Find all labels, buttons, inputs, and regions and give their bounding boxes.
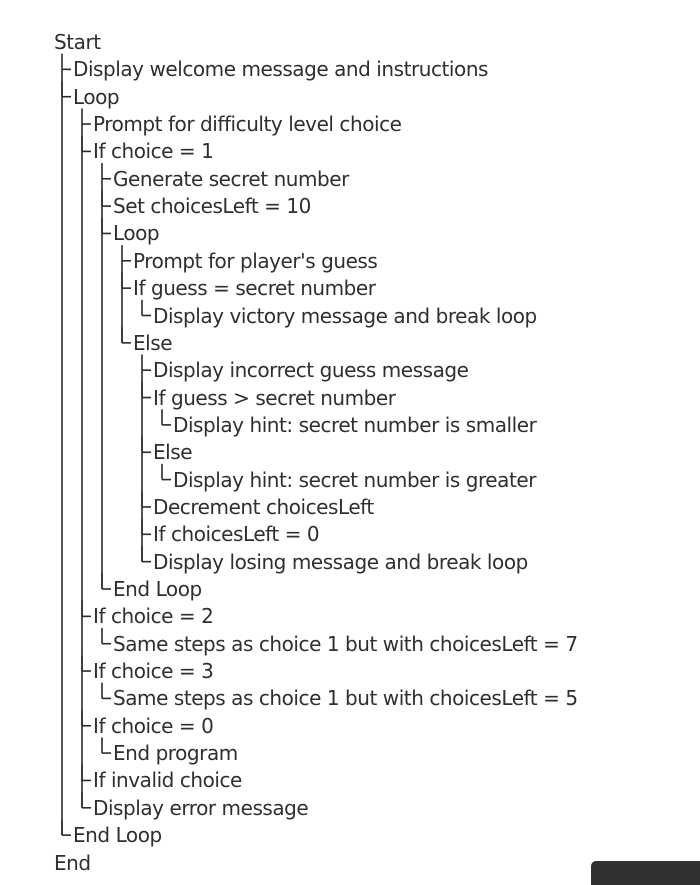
tree-node: Same steps as choice 1 but with choicesLeft = 5 bbox=[113, 686, 578, 711]
tree-node: Display incorrect guess message bbox=[153, 358, 469, 383]
tree-node: End Loop bbox=[113, 577, 202, 601]
tree-node: End program bbox=[113, 741, 238, 766]
tree-node: Generate secret number bbox=[113, 166, 349, 191]
tree-node: If choicesLeft = 0 bbox=[153, 522, 320, 547]
corner-tab bbox=[591, 861, 700, 885]
tree-node: If choice = 2 bbox=[93, 604, 214, 629]
tree-node: Display welcome message and instructions bbox=[73, 57, 489, 82]
tree-node: If guess = secret number bbox=[133, 276, 376, 301]
tree-node: Loop bbox=[113, 221, 160, 246]
tree-node: Loop bbox=[73, 84, 120, 109]
tree-node: End bbox=[54, 850, 91, 875]
tree-node: Prompt for difficulty level choice bbox=[93, 112, 402, 137]
tree-node: Display victory message and break loop bbox=[153, 303, 537, 328]
tree-node: Display error message bbox=[93, 795, 309, 820]
tree-node: If choice = 1 bbox=[93, 139, 214, 164]
tree-node: Else bbox=[133, 330, 173, 355]
tree-node: Start bbox=[54, 30, 101, 54]
tree-node: Set choicesLeft = 10 bbox=[113, 194, 311, 219]
tree-node: Else bbox=[153, 440, 193, 465]
tree-node: Same steps as choice 1 but with choicesLeft = 7 bbox=[113, 631, 578, 656]
tree-node: Display losing message and break loop bbox=[153, 549, 528, 574]
tree-node: If invalid choice bbox=[93, 768, 242, 793]
tree-node: End Loop bbox=[73, 823, 162, 848]
tree-node: Display hint: secret number is greater bbox=[173, 467, 536, 492]
tree-node: Prompt for player's guess bbox=[133, 248, 378, 273]
tree-node: Decrement choicesLeft bbox=[153, 494, 374, 519]
tree-node: Display hint: secret number is smaller bbox=[173, 412, 537, 437]
tree-node: If choice = 0 bbox=[93, 713, 214, 738]
tree-node: If choice = 3 bbox=[93, 659, 214, 684]
tree-node: If guess > secret number bbox=[153, 385, 396, 410]
